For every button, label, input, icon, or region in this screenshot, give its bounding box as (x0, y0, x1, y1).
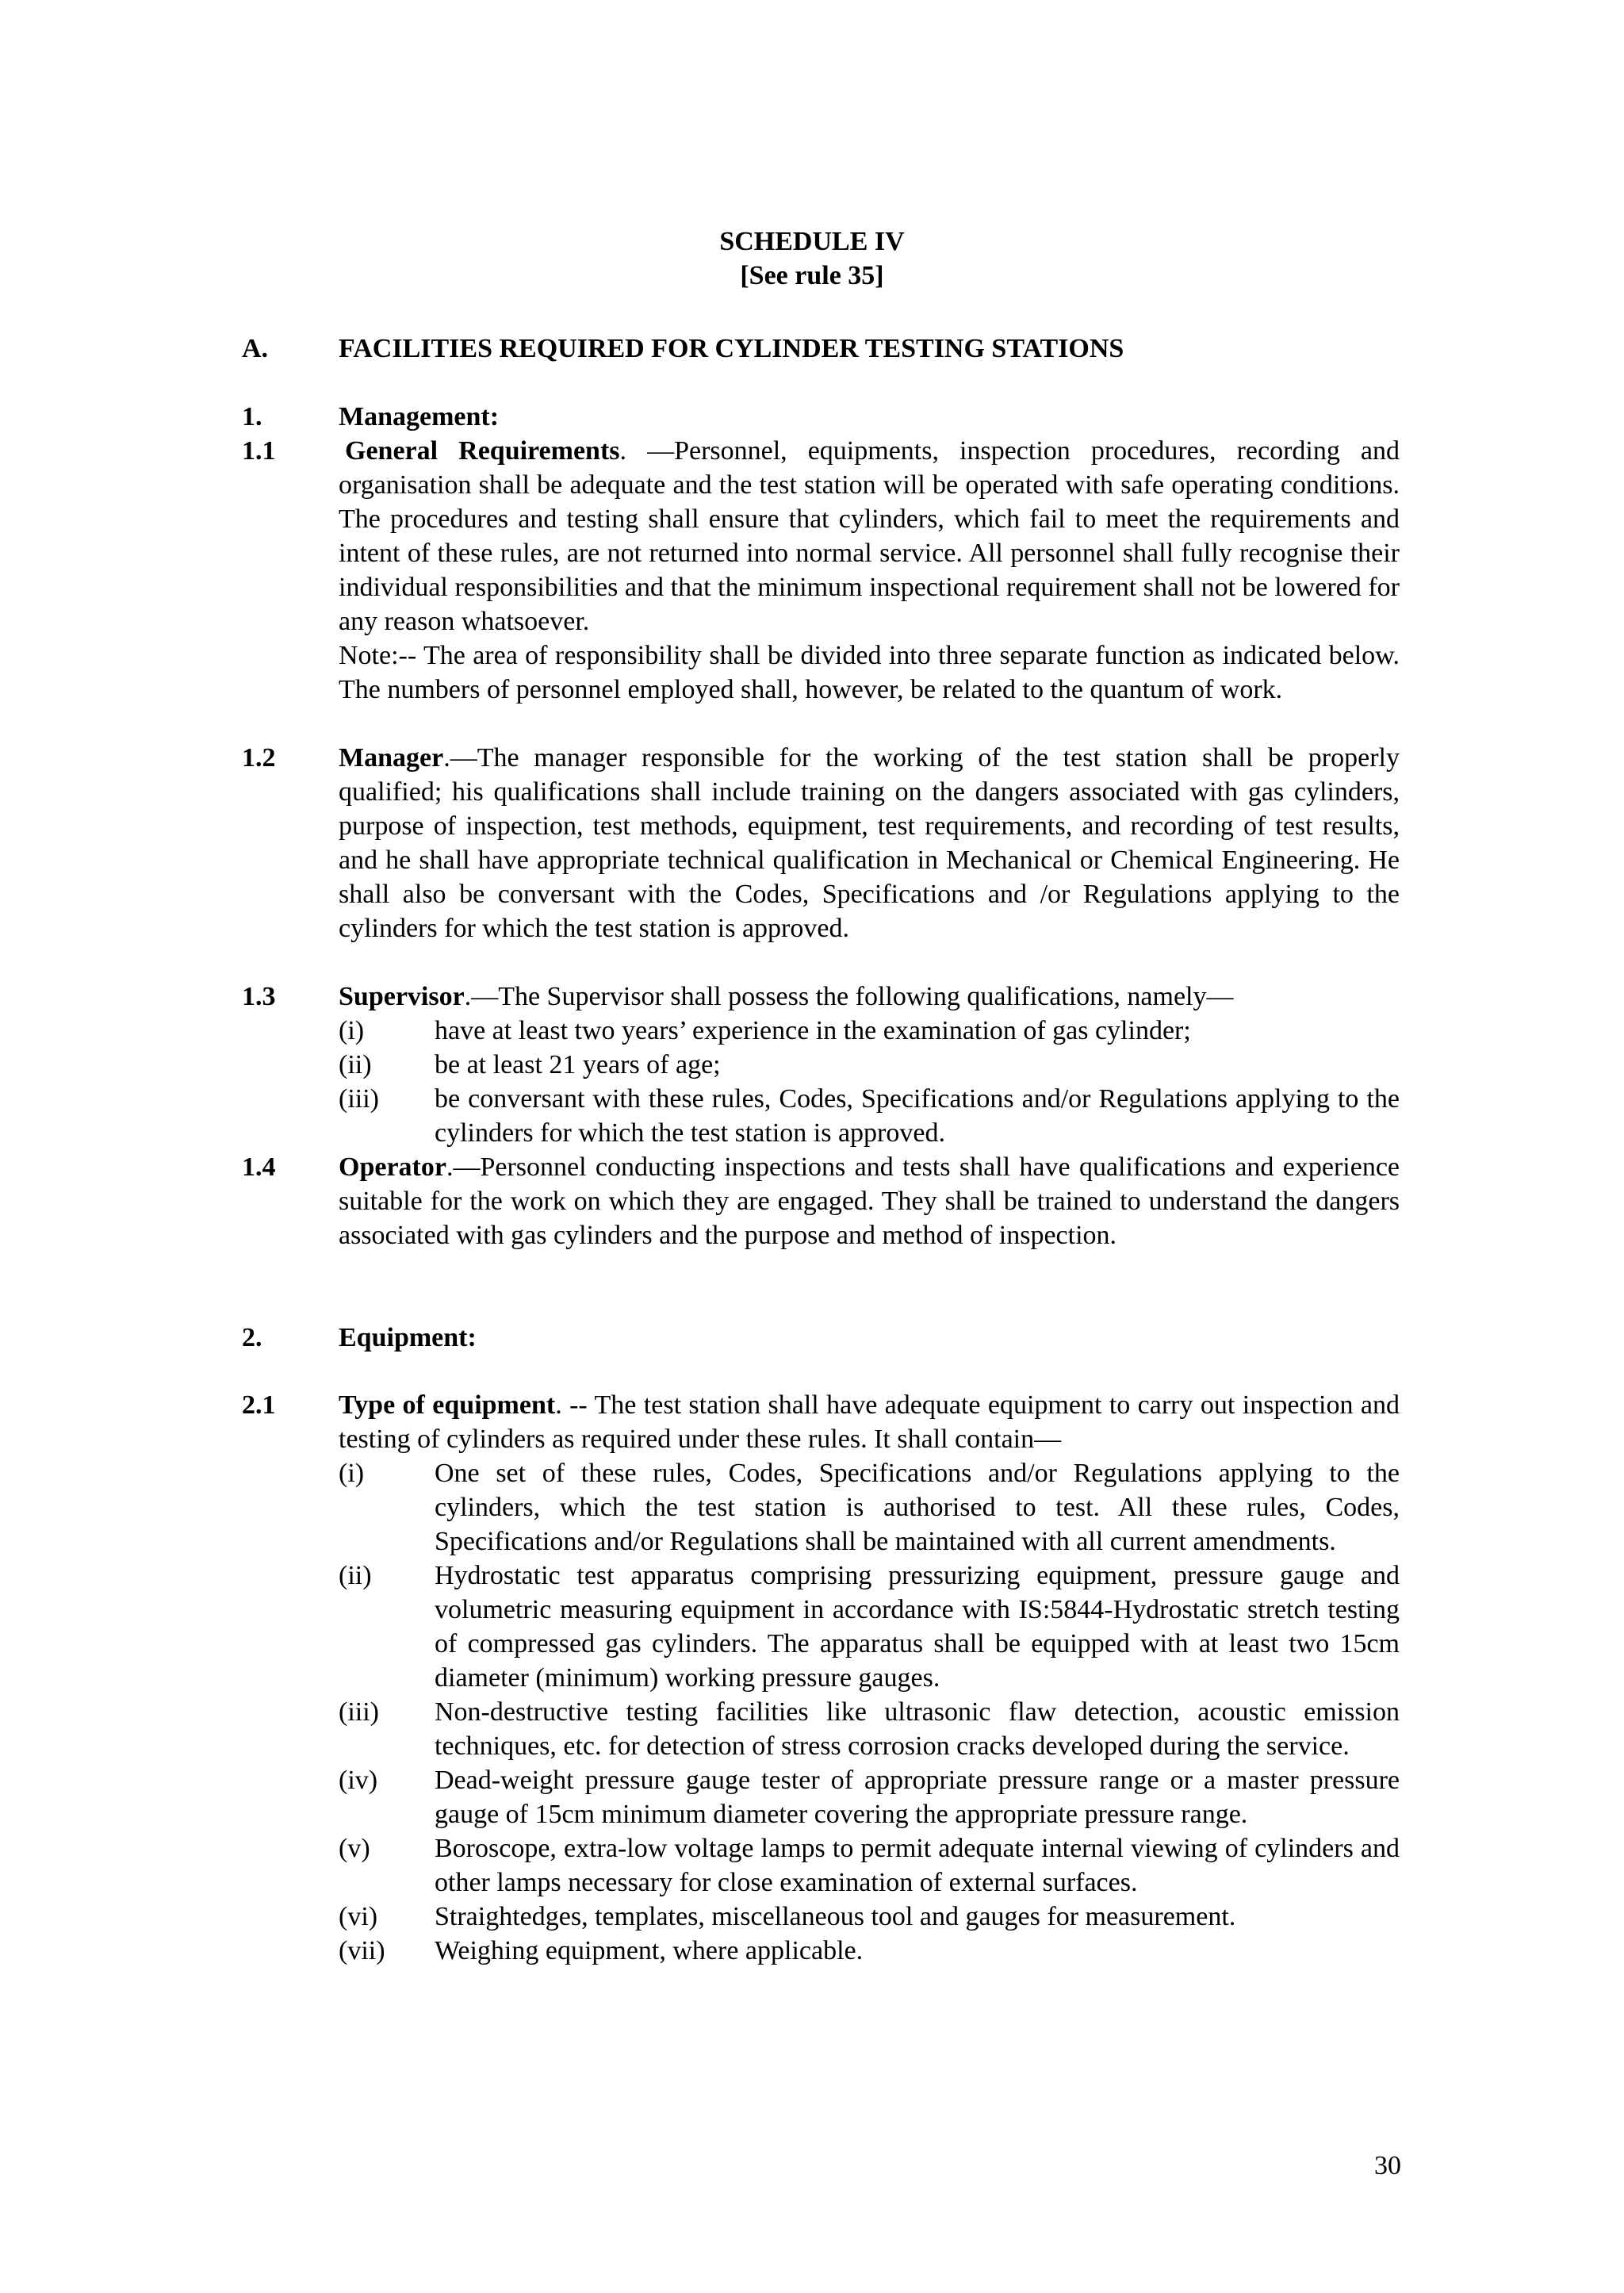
clause-2-1-label: Type of equipment (339, 1390, 556, 1420)
clause-1-3-text: .—The Supervisor shall possess the following qualifications, namely— (464, 982, 1234, 1011)
list-item-number: (v) (339, 1834, 370, 1863)
clause-1-2-paragraph (339, 741, 1400, 945)
list-item-number: (iii) (339, 1697, 379, 1727)
clause-1-1-note: Note:-- The area of responsibility shall be divided into three separate function as indicated below. The numbers of personnel employed shall, however, be related to the quantum of work. (339, 641, 1400, 704)
list-item-number: (i) (339, 1459, 365, 1488)
list-item-number: (vi) (339, 1902, 378, 1931)
section-1-title: Management: (339, 402, 500, 431)
list-item (339, 1900, 1400, 1934)
list-item (339, 1456, 1400, 1559)
list-item (339, 1048, 1400, 1082)
clause-1-4-label: Operator (339, 1152, 446, 1182)
clause-1-4-number: 1.4 (242, 1152, 276, 1182)
clause-1-1-text: . —Personnel, equipments, inspection procedures, recording and organisation shall be adequate and the test station will be operated with safe operating conditions. The procedures and testing shall ensure that cylinders, which fail to meet the requirements and intent of these rules, are not returned into normal service. All personnel shall fully recognise their individual responsibilities and that the minimum inspectional requirement shall not be lowered for any reason whatsoever. (339, 436, 1400, 636)
list-item (339, 1763, 1400, 1831)
clause-1-4-body (339, 1150, 1400, 1252)
clause-1-1-label: General Requirements (345, 436, 620, 466)
clause-2-1-number: 2.1 (242, 1390, 276, 1420)
clause-1-2-body (339, 741, 1400, 945)
list-item-text: Straightedges, templates, miscellaneous tool and gauges for measurement. (435, 1902, 1236, 1931)
section-a-number: A. (242, 334, 269, 363)
list-item-number: (ii) (339, 1561, 372, 1590)
clause-1-3-body (339, 980, 1400, 1014)
list-item-text: Dead-weight pressure gauge tester of appropriate pressure range or a master pressure gauge of 15cm minimum diameter covering the appropriate pressure range. (435, 1766, 1400, 1829)
section-a-title: FACILITIES REQUIRED FOR CYLINDER TESTING STATIONS (339, 334, 1124, 363)
clause-2-1-body (339, 1388, 1400, 1456)
clause-1-3-list (339, 1014, 1400, 1150)
clause-1-4-text: .—Personnel conducting inspections and tests shall have qualifications and experience suitable for the work on which they are engaged. They shall be trained to understand the dangers associated with gas cylinders and the purpose and method of inspection. (339, 1152, 1400, 1250)
clause-1-2-label: Manager (339, 743, 444, 773)
list-item (339, 1831, 1400, 1900)
list-item-text: Hydrostatic test apparatus comprising pressurizing equipment, pressure gauge and volumetric measuring equipment in accordance with IS:5844-Hydrostatic stretch testing of compressed gas cylinders. The apparatus shall be equipped with at least two 15cm diameter (minimum) working pressure gauges. (435, 1561, 1400, 1693)
clause-1-2-number: 1.2 (242, 743, 276, 773)
clause-1-2-text: .—The manager responsible for the working of the test station shall be properly qualified; his qualifications shall include training on the dangers associated with gas cylinders, purpose of inspection, test methods, equipment, test requirements, and recording of test results, and he shall have appropriate technical qualification in Mechanical or Chemical Engineering. He shall also be conversant with the Codes, Specifications and /or Regulations applying to the cylinders for which the test station is approved. (339, 743, 1400, 943)
list-item (339, 1934, 1400, 1968)
clause-2-1-list (339, 1456, 1400, 1968)
clause-2-1-text: . -- The test station shall have adequate equipment to carry out inspection and testing of cylinders as required under these rules. It shall contain— (339, 1390, 1400, 1454)
list-item-number: (ii) (339, 1050, 372, 1079)
list-item-number: (iv) (339, 1766, 378, 1795)
list-item-number: (vii) (339, 1936, 385, 1965)
schedule-rule-reference: [See rule 35] (740, 261, 884, 290)
page-number: 30 (1374, 2151, 1401, 2180)
section-2-number: 2. (242, 1323, 262, 1352)
clause-1-1-body (339, 434, 1400, 707)
clause-1-3-number: 1.3 (242, 982, 276, 1011)
clause-2-1-paragraph (339, 1388, 1400, 1456)
list-item-text: be at least 21 years of age; (435, 1050, 721, 1079)
clause-1-3-paragraph (339, 980, 1400, 1014)
list-item-number: (i) (339, 1016, 365, 1045)
schedule-title: SCHEDULE IV (719, 227, 905, 256)
list-item (339, 1695, 1400, 1763)
list-item-text: Boroscope, extra-low voltage lamps to permit adequate internal viewing of cylinders and other lamps necessary for close examination of external surfaces. (435, 1834, 1400, 1897)
list-item-number: (iii) (339, 1084, 379, 1114)
list-item-text: Non-destructive testing facilities like ultrasonic flaw detection, acoustic emission techniques, etc. for detection of stress corrosion cracks developed during the service. (435, 1697, 1400, 1761)
list-item (339, 1559, 1400, 1695)
list-item (339, 1014, 1400, 1048)
list-item-text: Weighing equipment, where applicable. (435, 1936, 864, 1965)
clause-1-3-label: Supervisor (339, 982, 465, 1011)
list-item-text: One set of these rules, Codes, Specifications and/or Regulations applying to the cylinders, which the test station is authorised to test. All these rules, Codes, Specifications and/or Regulations shall be maintained with all current amendments. (435, 1459, 1400, 1556)
clause-1-1-number: 1.1 (242, 436, 276, 466)
list-item-text: be conversant with these rules, Codes, Specifications and/or Regulations applying to the cylinders for which the test station is approved. (435, 1084, 1400, 1148)
list-item-text: have at least two years’ experience in the examination of gas cylinder; (435, 1016, 1191, 1045)
clause-1-4-paragraph (339, 1150, 1400, 1252)
section-2-title: Equipment: (339, 1323, 477, 1352)
list-item (339, 1082, 1400, 1150)
clause-1-1-paragraph (339, 434, 1400, 638)
section-1-number: 1. (242, 402, 262, 431)
